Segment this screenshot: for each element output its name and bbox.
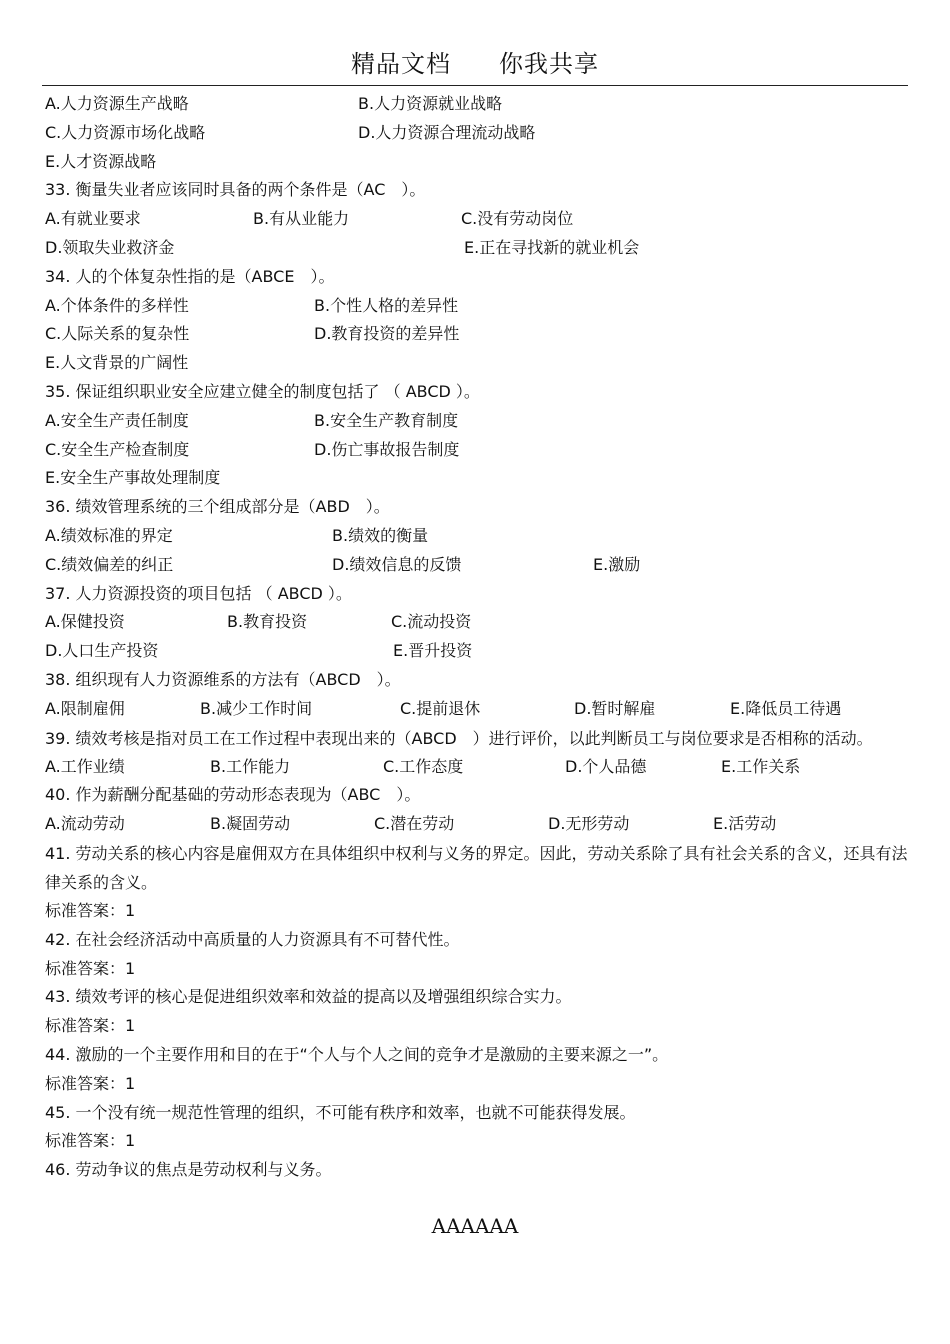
header-right-text: 你我共享	[499, 50, 599, 78]
q37-stem: 37. 人力资源投资的项目包括 （ ABCD ）。	[45, 583, 352, 603]
q35-option-d: D.伤亡事故报告制度	[314, 439, 460, 459]
q38-option-d: D.暂时解雇	[574, 698, 656, 718]
q33-option-d: D.领取失业救济金	[45, 237, 175, 257]
q32-row-3	[45, 148, 915, 177]
q43-stem: 43. 绩效考评的核心是促进组织效率和效益的提高以及增强组织综合实力。	[45, 987, 572, 1007]
q33-option-e: E.正在寻找新的就业机会	[464, 237, 640, 257]
q39-option-b: B.工作能力	[210, 756, 291, 776]
q42-answer: 标准答案：1	[45, 958, 136, 978]
q38-option-c: C.提前退休	[400, 698, 481, 718]
q36-option-d: D.绩效信息的反馈	[332, 554, 462, 574]
q34-option-a: A.个体条件的多样性	[45, 295, 189, 315]
q37-option-a: A.保健投资	[45, 612, 125, 632]
q33-option-b: B.有从业能力	[253, 209, 350, 229]
q40-option-b: B.凝固劳动	[210, 814, 291, 834]
q32-option-c: C.人力资源市场化战略	[45, 122, 206, 142]
q40-option-d: D.无形劳动	[548, 814, 630, 834]
q39-option-c: C.工作态度	[383, 756, 464, 776]
q34-stem: 34. 人的个体复杂性指的是（ABCE ）。	[45, 266, 335, 286]
q38-stem: 38. 组织现有人力资源维系的方法有（ABCD ）。	[45, 669, 401, 689]
q38-option-a: A.限制雇佣	[45, 698, 125, 718]
q37-row-1	[45, 608, 915, 637]
q35-row-3	[45, 464, 915, 493]
q40-stem: 40. 作为薪酬分配基础的劳动形态表现为（ABC ）。	[45, 785, 421, 805]
q36-option-a: A.绩效标准的界定	[45, 525, 173, 545]
header-left-text: 精品文档	[351, 50, 451, 78]
q32-option-b: B.人力资源就业战略	[358, 94, 503, 113]
q32-row-1	[45, 90, 915, 119]
q38-row-1	[45, 695, 915, 724]
page-header	[0, 44, 950, 79]
q35-option-e: E.安全生产事故处理制度	[45, 468, 221, 488]
q39-option-a: A.工作业绩	[45, 756, 125, 776]
q33-stem: 33. 衡量失业者应该同时具备的两个条件是（AC ）。	[45, 180, 426, 200]
q36-stem: 36. 绩效管理系统的三个组成部分是（ABD ）。	[45, 497, 390, 517]
q33-row-2	[45, 234, 915, 263]
q32-row-2	[45, 119, 915, 148]
q34-option-e: E.人文背景的广阔性	[45, 353, 189, 373]
q39-option-e: E.工作关系	[721, 756, 801, 776]
q36-row-2	[45, 551, 915, 580]
q40-option-e: E.活劳动	[713, 814, 777, 834]
q39-stem: 39. 绩效考核是指对员工在工作过程中表现出来的（ABCD ）进行评价，以此判断员工与岗位要求是否相称的活动。	[45, 728, 873, 748]
q36-option-e: E.激励	[593, 554, 641, 574]
q32-option-a: A.人力资源生产战略	[45, 94, 189, 113]
q40-option-c: C.潜在劳动	[374, 814, 455, 834]
q40-row-1	[45, 810, 915, 839]
q41-answer: 标准答案：1	[45, 900, 136, 920]
q36-option-b: B.绩效的衡量	[332, 525, 429, 545]
q43-answer: 标准答案：1	[45, 1016, 136, 1036]
document-body	[45, 90, 915, 1185]
q45-answer: 标准答案：1	[45, 1131, 136, 1151]
q35-option-a: A.安全生产责任制度	[45, 410, 189, 430]
q38-option-e: E.降低员工待遇	[730, 698, 842, 718]
q44-stem: 44. 激励的一个主要作用和目的在于“个人与个人之间的竞争才是激励的主要来源之一”。	[45, 1044, 669, 1064]
q35-row-2	[45, 436, 915, 465]
q35-row-1	[45, 407, 915, 436]
q32-option-d: D.人力资源合理流动战略	[358, 122, 536, 142]
q42-stem: 42. 在社会经济活动中高质量的人力资源具有不可替代性。	[45, 929, 460, 949]
header-divider	[42, 85, 908, 86]
q40-option-a: A.流动劳动	[45, 814, 125, 834]
q34-row-1	[45, 292, 915, 321]
q37-option-c: C.流动投资	[391, 612, 472, 632]
q37-option-b: B.教育投资	[227, 612, 308, 632]
q37-option-e: E.晋升投资	[393, 641, 473, 661]
q34-option-d: D.教育投资的差异性	[314, 324, 460, 344]
q36-row-1	[45, 522, 915, 551]
q33-row-1	[45, 205, 915, 234]
q33-option-c: C.没有劳动岗位	[461, 209, 574, 229]
q35-option-c: C.安全生产检查制度	[45, 439, 190, 459]
q34-option-c: C.人际关系的复杂性	[45, 324, 190, 344]
q35-stem: 35. 保证组织职业安全应建立健全的制度包括了 （ ABCD ）。	[45, 381, 480, 401]
q34-row-3	[45, 349, 915, 378]
page-footer: AAAAAA	[431, 1214, 519, 1238]
q32-option-e: E.人才资源战略	[45, 151, 157, 171]
q36-option-c: C.绩效偏差的纠正	[45, 554, 174, 574]
q39-row-1	[45, 753, 915, 782]
q44-answer: 标准答案：1	[45, 1073, 136, 1093]
q34-option-b: B.个性人格的差异性	[314, 295, 459, 315]
q38-option-b: B.减少工作时间	[200, 698, 313, 718]
q39-option-d: D.个人品德	[565, 756, 647, 776]
q41-stem: 41. 劳动关系的核心内容是雇佣双方在具体组织中权利与义务的界定。因此，劳动关系除了具有社会关系的含义，还具有法律关系的含义。	[45, 843, 908, 892]
q45-stem: 45. 一个没有统一规范性管理的组织，不可能有秩序和效率，也就不可能获得发展。	[45, 1102, 636, 1122]
q35-option-b: B.安全生产教育制度	[314, 410, 459, 430]
q34-row-2	[45, 320, 915, 349]
q37-option-d: D.人口生产投资	[45, 641, 159, 661]
q37-row-2	[45, 637, 915, 666]
q33-option-a: A.有就业要求	[45, 209, 141, 229]
q46-stem: 46. 劳动争议的焦点是劳动权利与义务。	[45, 1160, 332, 1180]
